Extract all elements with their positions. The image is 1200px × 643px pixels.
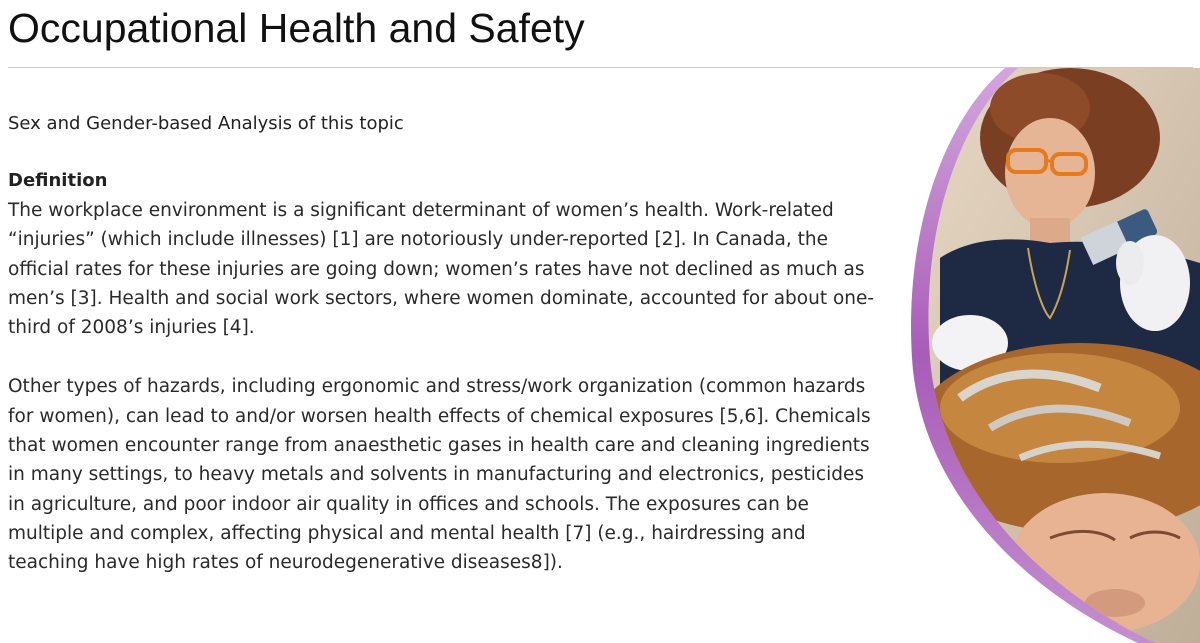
hairdresser-photo bbox=[900, 68, 1200, 643]
definition-paragraph-1: The workplace environment is a significant determinant of women’s health. Work-related “injuries” (which include illnesses) [1] are notoriously under-reported [2]. In Canada, the official rates for these injuries are going down; women’s rates have not declined as much as men’s [3]. Health and social work sectors, where women dominate, accounted for about one-third of 2008’s injuries [4]. bbox=[8, 200, 875, 339]
definition-heading: Definition bbox=[8, 170, 108, 191]
definition-paragraph-2: Other types of hazards, including ergonomic and stress/work organization (common hazards for women), can lead to and/or worsen health effects of chemical exposures [5,6]. Chemicals that women encounter range from anaesthetic gases in health care and cleaning ingredients in many settings, to heavy metals and solvents in manufacturing and electronics, pesticides in agriculture, and poor indoor air quality in offices and schools. The exposures can be multiple and complex, affecting physical and mental health [7] (e.g., hairdressing and teaching have high rates of neurodegenerative diseases8]). bbox=[8, 376, 871, 574]
main-content bbox=[8, 110, 878, 578]
sgba-topic-link[interactable]: Sex and Gender-based Analysis of this topic bbox=[8, 113, 404, 134]
page-title: Occupational Health and Safety bbox=[8, 5, 585, 51]
